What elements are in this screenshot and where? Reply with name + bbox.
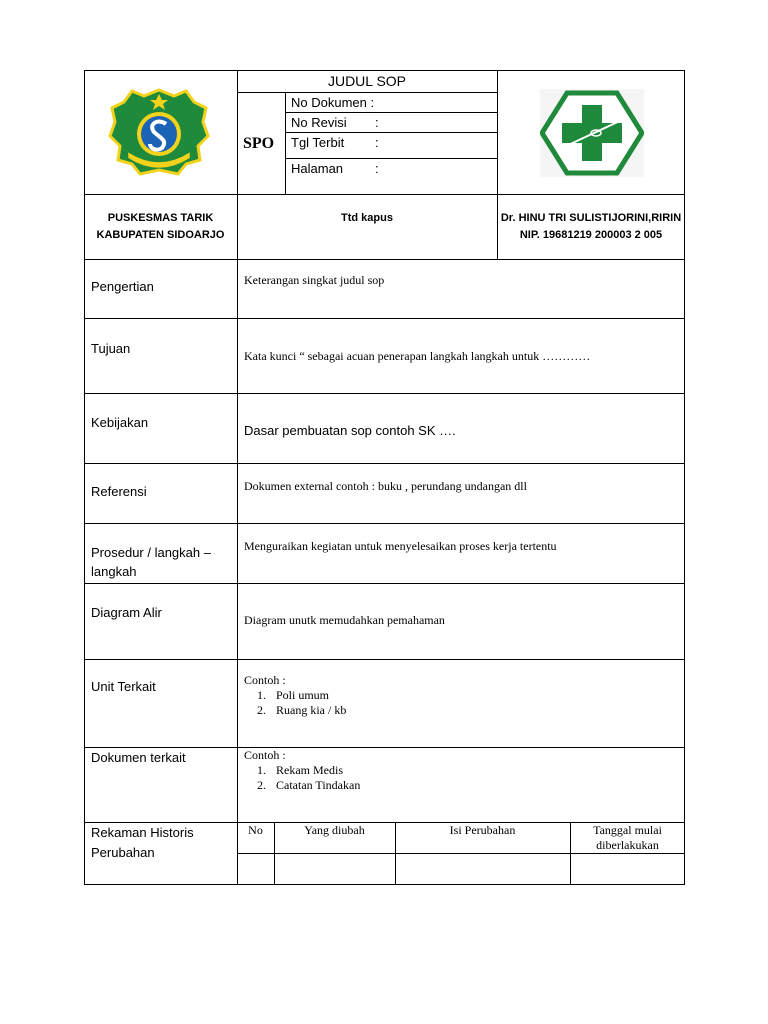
label-rekaman-historis-line1: Rekaman Historis <box>91 825 194 840</box>
divider-prosedur <box>84 583 685 584</box>
unit-item-2: Ruang kia / kb <box>276 703 347 717</box>
field-halaman-colon: : <box>375 161 379 176</box>
divider-pengertian <box>84 318 685 319</box>
history-col-tanggal-line1: Tanggal mulai <box>593 823 662 837</box>
unit-terkait-list <box>244 688 346 718</box>
puskesmas-logo <box>540 89 644 177</box>
divider-header-bottom <box>84 194 685 195</box>
org-name-line1: PUSKESMAS TARIK <box>107 212 214 224</box>
ttd-kapus: Ttd kapus <box>341 212 393 224</box>
field-halaman: Halaman <box>291 161 344 176</box>
field-tgl-terbit-colon: : <box>375 135 379 150</box>
divider-diagram <box>84 659 685 660</box>
divider-referensi <box>84 523 685 524</box>
divider-history-header <box>237 853 685 854</box>
text-unit-intro: Contoh : <box>244 673 286 687</box>
label-rekaman-historis-line2: Perubahan <box>91 845 155 860</box>
dokumen-item-1: Rekam Medis <box>276 763 343 777</box>
text-kebijakan: Dasar pembuatan sop contoh SK …. <box>244 423 456 438</box>
field-no-revisi: No Revisi <box>291 115 347 130</box>
divider-field-2 <box>285 132 497 133</box>
label-kebijakan: Kebijakan <box>91 415 149 430</box>
history-col-tanggal-line2: diberlakukan <box>596 838 659 852</box>
puskesmas-logo-icon <box>540 89 644 177</box>
list-item: 2. Ruang kia / kb <box>257 703 347 717</box>
text-referensi: Dokumen external contoh : buku , perundang undangan dll <box>244 479 527 493</box>
text-pengertian: Keterangan singkat judul sop <box>244 273 385 287</box>
text-tujuan: Kata kunci “ sebagai acuan penerapan langkah langkah untuk ………… <box>244 349 591 363</box>
head-name: Dr. HINU TRI SULISTIJORINI,RIRIN <box>500 212 682 224</box>
dokumen-terkait-list <box>244 763 360 793</box>
divider-label-column <box>237 70 238 885</box>
divider-kebijakan <box>84 463 685 464</box>
divider-unit <box>84 747 685 748</box>
list-item: 1. Poli umum <box>257 688 330 702</box>
label-prosedur-line2: langkah <box>91 564 137 579</box>
label-tujuan: Tujuan <box>91 341 131 356</box>
head-nip: NIP. 19681219 200003 2 005 <box>519 229 663 241</box>
text-prosedur: Menguraikan kegiatan untuk menyelesaikan proses kerja tertentu <box>244 539 557 553</box>
divider-field-3 <box>285 158 497 159</box>
label-referensi: Referensi <box>91 484 147 499</box>
divider-org-bottom <box>84 259 685 260</box>
text-diagram-alir: Diagram unutk memudahkan pemahaman <box>244 613 445 627</box>
label-pengertian: Pengertian <box>91 279 154 294</box>
regency-emblem-logo <box>108 86 210 178</box>
spo-label: SPO <box>243 135 275 152</box>
field-no-dokumen: No Dokumen : <box>291 95 375 110</box>
history-col-isi-perubahan: Isi Perubahan <box>449 823 516 837</box>
label-diagram-alir: Diagram Alir <box>91 605 162 620</box>
list-item: 1. Rekam Medis <box>257 763 343 777</box>
history-col-yang-diubah: Yang diubah <box>304 823 365 837</box>
document-title-bold: JUDUL <box>327 73 373 89</box>
field-no-revisi-colon: : <box>375 115 379 130</box>
label-prosedur-line1: Prosedur / langkah – <box>91 545 211 560</box>
field-tgl-terbit: Tgl Terbit <box>291 135 345 150</box>
document-title <box>237 73 497 89</box>
list-item: 2. Catatan Tindakan <box>257 778 361 792</box>
label-unit-terkait: Unit Terkait <box>91 679 156 694</box>
divider-title <box>237 92 497 93</box>
org-name-line2: KABUPATEN SIDOARJO <box>96 229 225 241</box>
regency-emblem-icon <box>108 86 210 178</box>
label-dokumen-terkait: Dokumen terkait <box>91 750 186 765</box>
divider-field-1 <box>285 112 497 113</box>
document-title-rest: SOP <box>376 73 407 89</box>
dokumen-item-2: Catatan Tindakan <box>276 778 361 792</box>
divider-spo <box>285 92 286 194</box>
history-col-no: No <box>248 823 263 837</box>
text-dokumen-intro: Contoh : <box>244 748 286 762</box>
unit-item-1: Poli umum <box>276 688 330 702</box>
divider-tujuan <box>84 393 685 394</box>
